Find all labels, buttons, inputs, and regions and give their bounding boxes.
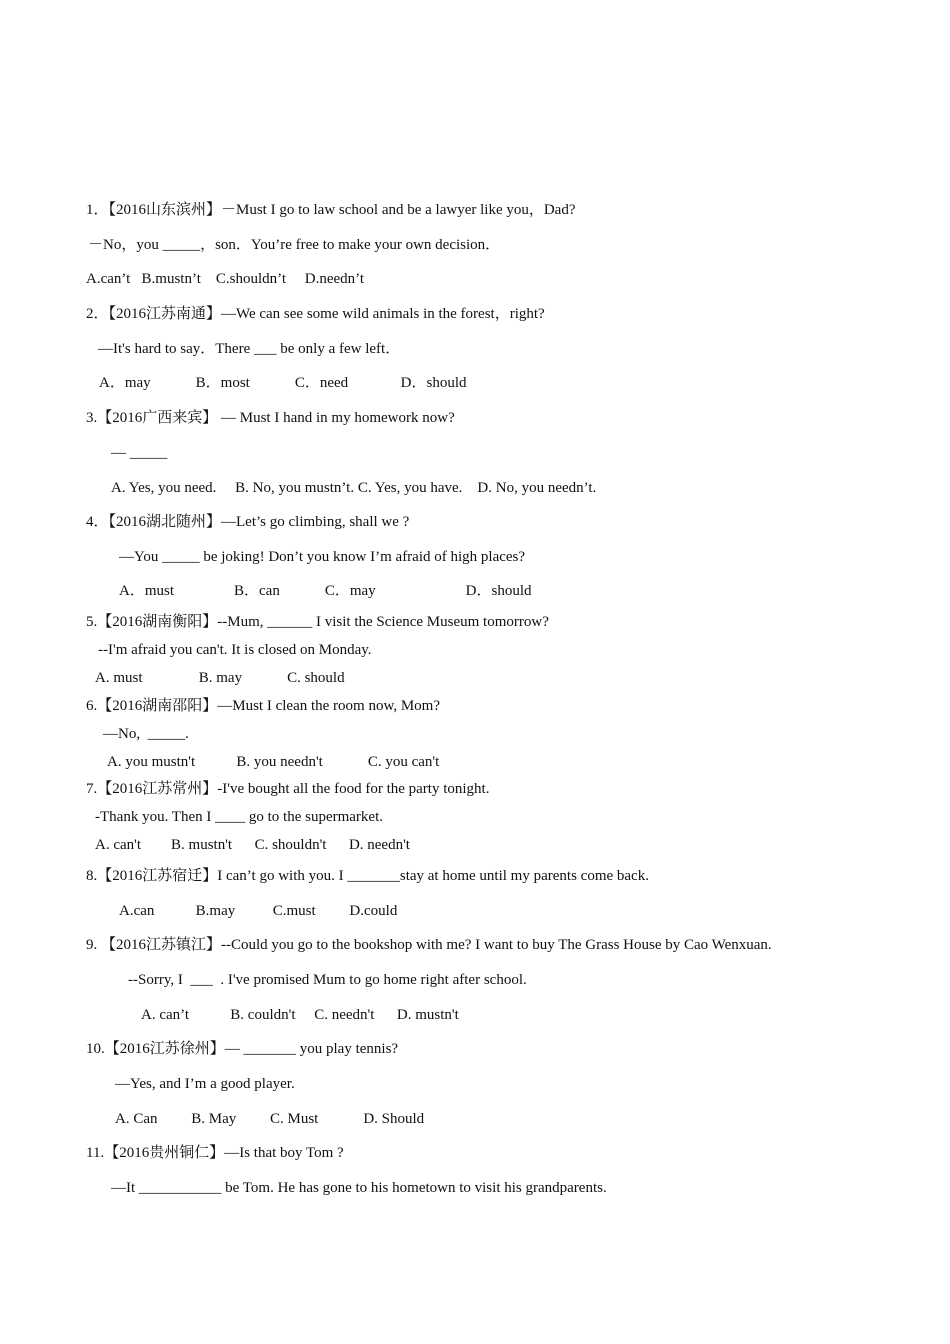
question-5-options: A. must B. may C. should [95, 670, 345, 686]
question-1-answer-line: －No，you _____，son．You’re free to make your own decision． [88, 237, 501, 253]
question-9-answer-line: --Sorry, I ___ . I've promised Mum to go home right after school. [128, 972, 527, 988]
question-9-options: A. can’t B. couldn't C. needn't D. mustn't [141, 1007, 459, 1023]
question-3-options: A. Yes, you need. B. No, you mustn’t. C. Yes, you have. D. No, you needn’t. [111, 480, 597, 496]
question-7-options: A. can't B. mustn't C. shouldn't D. needn't [95, 837, 410, 853]
question-2-answer-line: —It's hard to say．There ___ be only a few left． [98, 341, 401, 357]
question-3-answer-line: — _____ [111, 445, 168, 461]
question-2-stem: 2．【2016江苏南通】—We can see some wild animals in the forest，right? [86, 306, 545, 322]
question-5-stem: 5.【2016湖南衡阳】--Mum, ______ I visit the Science Museum tomorrow? [86, 614, 549, 630]
question-4-answer-line: —You _____ be joking! Don’t you know I’m afraid of high places? [119, 549, 526, 565]
question-6-stem: 6.【2016湖南邵阳】—Must I clean the room now, Mom? [86, 698, 440, 714]
question-7-stem: 7.【2016江苏常州】-I've bought all the food for the party tonight. [86, 781, 490, 797]
question-3-stem: 3.【2016广西来宾】 — Must I hand in my homework now? [86, 410, 455, 426]
question-7-answer-line: -Thank you. Then I ____ go to the supermarket. [95, 809, 383, 825]
question-2-options: A．may B．most C．need D．should [99, 375, 467, 391]
question-6-answer-line: —No, _____. [103, 726, 189, 742]
question-11-stem: 11.【2016贵州铜仁】—Is that boy Tom ? [86, 1145, 344, 1161]
question-8-stem: 8.【2016江苏宿迁】I can’t go with you. I _______stay at home until my parents come back. [86, 868, 649, 884]
question-11-answer-line: —It ___________ be Tom. He has gone to his hometown to visit his grandparents. [111, 1180, 607, 1196]
question-1-stem: 1．【2016山东滨州】－Must I go to law school and be a lawyer like you，Dad? [86, 202, 576, 218]
question-4-options: A．must B．can C．may D．should [119, 583, 532, 599]
question-8-options: A.can B.may C.must D.could [119, 903, 398, 919]
question-4-stem: 4．【2016湖北随州】—Let’s go climbing, shall we ? [86, 514, 410, 530]
question-5-answer-line: --I'm afraid you can't. It is closed on Monday. [98, 642, 372, 658]
question-10-answer-line: —Yes, and I’m a good player. [115, 1076, 295, 1092]
question-10-stem: 10.【2016江苏徐州】— _______ you play tennis? [86, 1041, 399, 1057]
question-1-options: A.can’t B.mustn’t C.shouldn’t D.needn’t [86, 271, 365, 287]
question-10-options: A. Can B. May C. Must D. Should [115, 1111, 425, 1127]
question-9-stem: 9. 【2016江苏镇江】--Could you go to the bookshop with me? I want to buy The Grass House by Cao Wenxuan. [86, 937, 772, 953]
question-6-options: A. you mustn't B. you needn't C. you can't [107, 754, 440, 770]
